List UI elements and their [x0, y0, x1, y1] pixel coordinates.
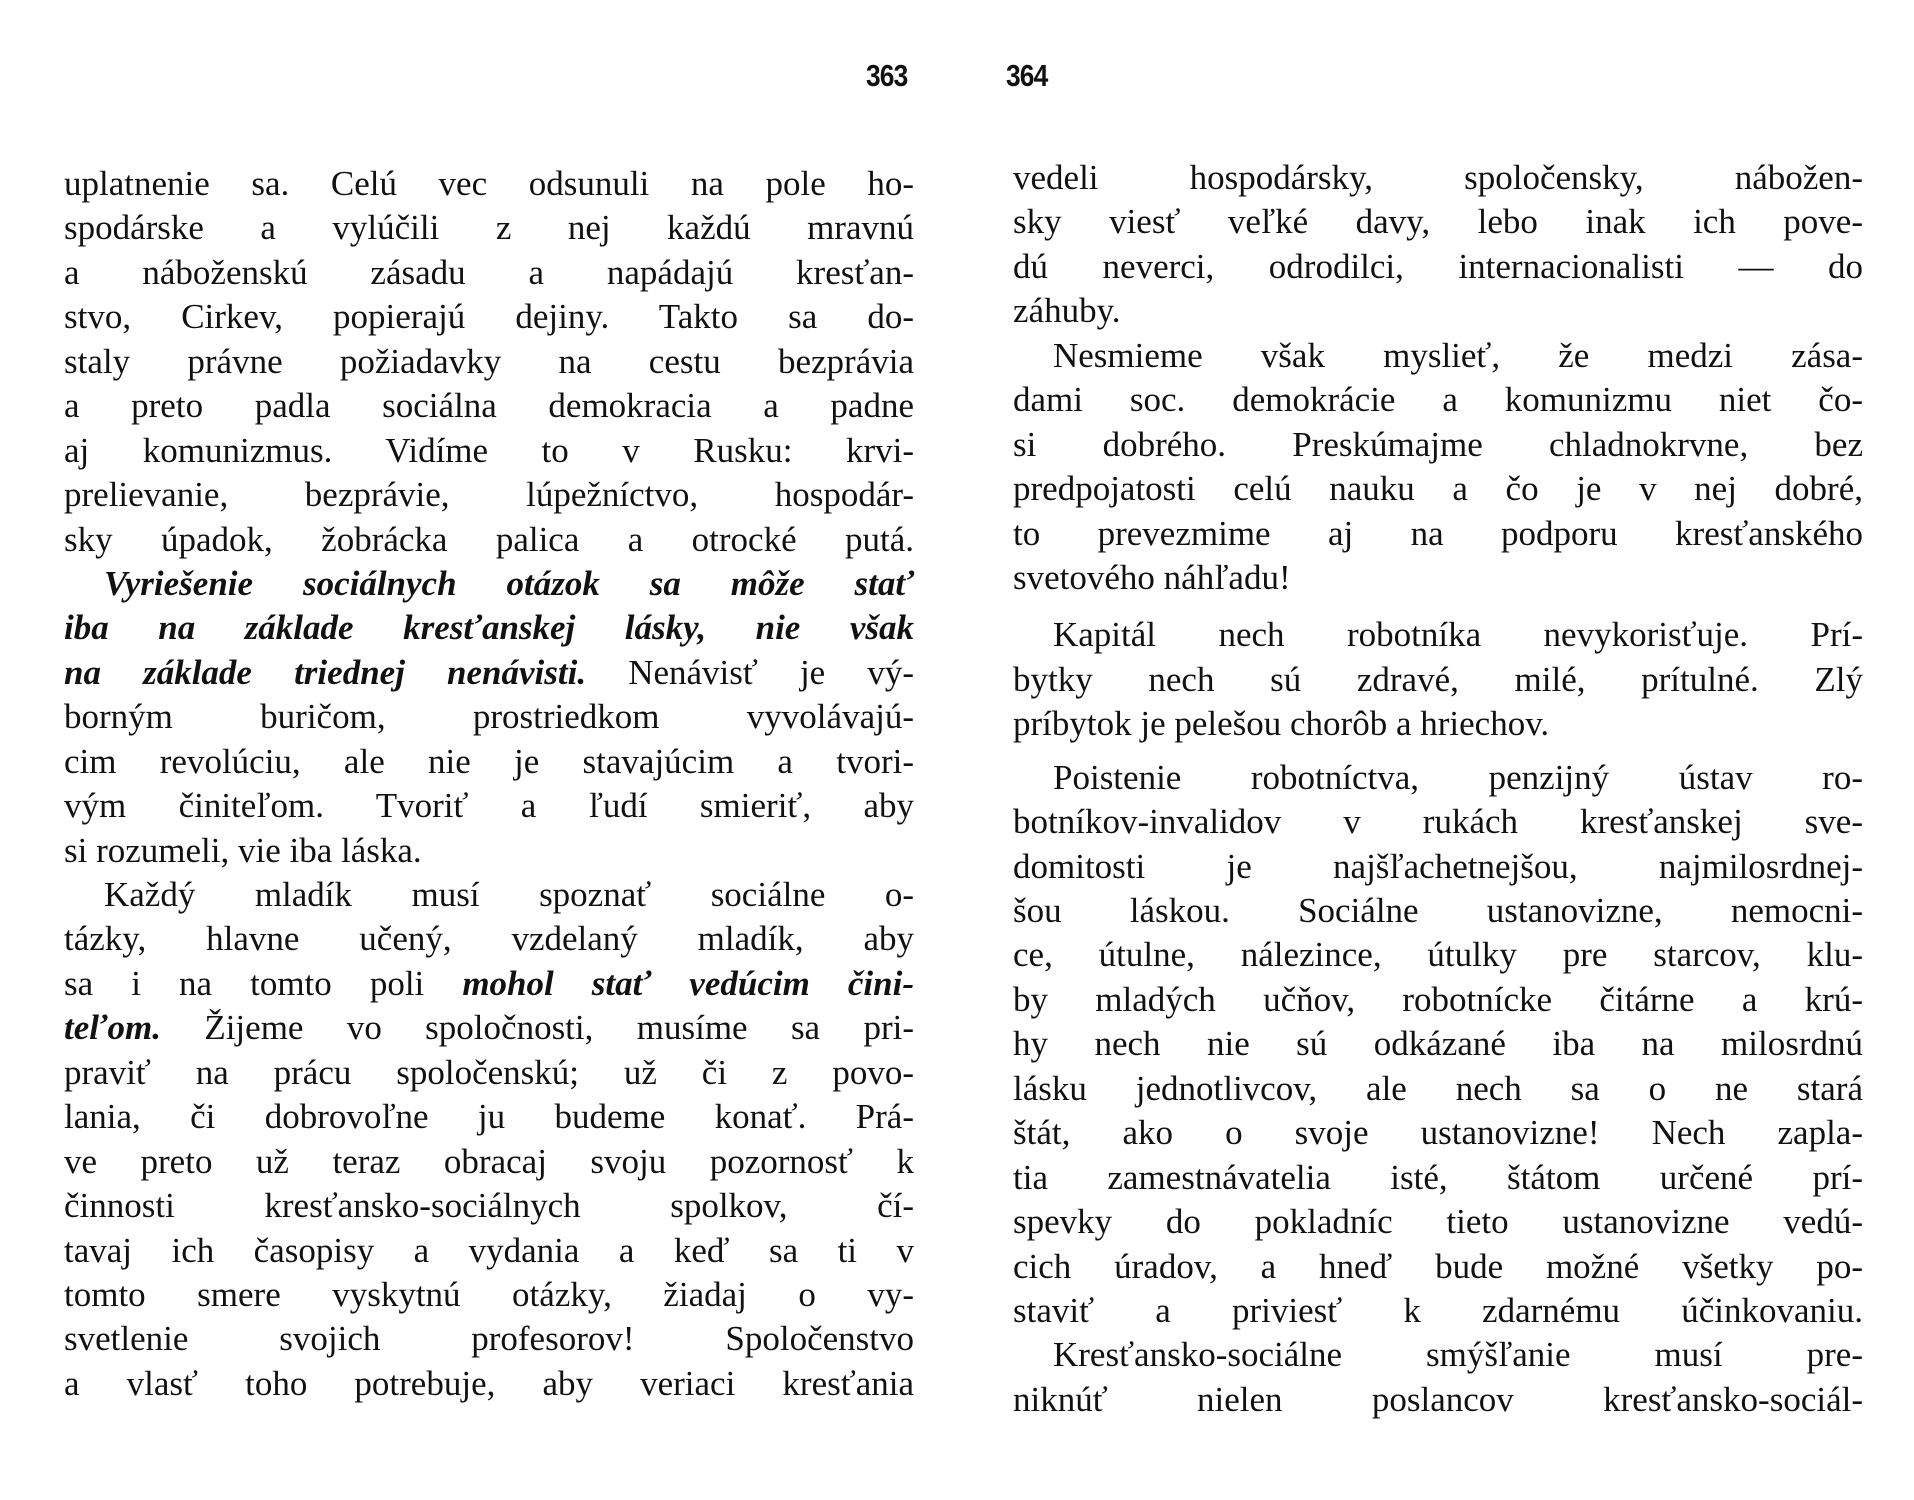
text-line: [64, 1273, 914, 1317]
text-segment: činnosti kresťansko-sociálnych spolkov, čí-: [64, 1186, 914, 1226]
text-line: [1013, 467, 1863, 511]
text-segment: Žijeme vo spoločnosti, musíme sa pri-: [160, 1008, 914, 1048]
text-line: [64, 518, 914, 562]
text-line: [1013, 1067, 1863, 1111]
text-segment: sa i na tomto poli: [64, 963, 463, 1003]
text-segment: uplatnenie sa. Celú vec odsunuli na pole ho-: [64, 164, 914, 203]
text-line: [1013, 245, 1863, 289]
text-line: [64, 873, 914, 917]
text-line: [1013, 845, 1863, 889]
text-line: [1013, 1289, 1863, 1333]
text-line: [1013, 702, 1863, 746]
text-segment: to prevezmime aj na podporu kresťanského: [1013, 513, 1863, 553]
text-segment: vedeli hospodársky, spoločensky, nábožen-: [1013, 158, 1863, 197]
text-line: [64, 1095, 914, 1139]
text-segment: Nesmieme však myslieť, že medzi zása-: [1053, 335, 1863, 375]
text-segment: tavaj ich časopisy a vydania a keď sa ti v: [64, 1230, 914, 1270]
text-line: [1013, 1111, 1863, 1155]
text-segment: Kapitál nech robotníka nevykorisťuje. Prí-: [1053, 615, 1863, 655]
text-line: [1013, 423, 1863, 467]
text-segment: cich úradov, a hneď bude možné všetky po-: [1013, 1246, 1863, 1286]
text-line: [1013, 756, 1863, 800]
text-segment: vým činiteľom. Tvoriť a ľudí smieriť, aby: [64, 786, 914, 826]
page-number-left: 363: [866, 58, 908, 93]
text-segment: lania, či dobrovoľne ju budeme konať. Prá-: [64, 1097, 914, 1137]
text-line: [64, 1362, 914, 1406]
text-segment: tomto smere vyskytnú otázky, žiadaj o vy-: [64, 1274, 914, 1314]
text-line: [1013, 378, 1863, 422]
text-segment: dú neverci, odrodilci, internacionalisti — do: [1013, 246, 1863, 286]
text-line: [1013, 1333, 1863, 1377]
text-line: [64, 962, 914, 1006]
text-line: [1013, 1200, 1863, 1244]
text-line: [1013, 156, 1863, 200]
text-segment: Nenávisť je vý-: [586, 652, 914, 692]
text-line: [64, 651, 914, 695]
text-line: [64, 206, 914, 250]
text-segment: spodárske a vylúčili z nej každú mravnú: [64, 208, 914, 248]
text-line: [64, 251, 914, 295]
text-segment: by mladých učňov, robotnícke čitárne a krú-: [1013, 979, 1863, 1019]
text-segment: tázky, hlavne učený, vzdelaný mladík, aby: [64, 919, 914, 959]
text-line: [64, 473, 914, 517]
text-segment: Kresťansko-sociálne smýšľanie musí pre-: [1053, 1335, 1863, 1375]
text-line: [64, 1140, 914, 1184]
text-segment: Každý mladík musí spoznať sociálne o-: [104, 875, 914, 914]
text-line: [1013, 289, 1863, 333]
italic-text-segment: mohol stať vedúcim čini-: [462, 963, 914, 1003]
text-segment: domitosti je najšľachetnejšou, najmilosrdnej-: [1013, 846, 1863, 886]
text-line: [1013, 1378, 1863, 1422]
text-line: [64, 562, 914, 606]
text-segment: a vlasť toho potrebuje, aby veriaci kresťania: [64, 1363, 914, 1403]
text-segment: aj komunizmus. Vidíme to v Rusku: krvi-: [64, 430, 914, 470]
text-segment: záhuby.: [1013, 291, 1121, 331]
text-segment: tia zamestnávatelia isté, štátom určené prí-: [1013, 1157, 1863, 1197]
text-segment: a preto padla sociálna demokracia a padne: [64, 386, 914, 426]
text-segment: bytky nech sú zdravé, milé, prítulné. Zlý: [1013, 659, 1863, 699]
text-segment: ce, útulne, nálezince, útulky pre starcov, klu-: [1013, 935, 1863, 975]
text-line: [64, 340, 914, 384]
italic-text-segment: iba na základe kresťanskej lásky, nie však: [64, 608, 914, 648]
text-line: [64, 1317, 914, 1361]
text-segment: svetového náhľadu!: [1013, 557, 1291, 597]
text-segment: cim revolúciu, ale nie je stavajúcim a tvori-: [64, 741, 914, 781]
italic-text-segment: teľom.: [64, 1008, 161, 1048]
text-line: [64, 917, 914, 961]
page-363-text-column: [64, 162, 914, 1406]
page-364-text-column: [1013, 156, 1863, 1422]
text-segment: šou láskou. Sociálne ustanovizne, nemocni-: [1013, 891, 1863, 930]
text-line: [64, 1006, 914, 1050]
text-line: [64, 1229, 914, 1273]
text-segment: si dobrého. Preskúmajme chladnokrvne, bez: [1013, 424, 1863, 464]
text-segment: predpojatosti celú nauku a čo je v nej dobré,: [1013, 469, 1863, 509]
text-line: [64, 162, 914, 206]
text-segment: štát, ako o svoje ustanovizne! Nech zapla-: [1013, 1113, 1863, 1153]
text-segment: praviť na prácu spoločenskú; už či z povo-: [64, 1052, 914, 1092]
text-line: [1013, 556, 1863, 600]
text-segment: staly právne požiadavky na cestu bezprávia: [64, 341, 914, 381]
text-line: [1013, 1245, 1863, 1289]
text-segment: botníkov-invalidov v rukách kresťanskej sve-: [1013, 802, 1863, 842]
text-line: [1013, 978, 1863, 1022]
text-line: [64, 295, 914, 339]
text-line: [64, 384, 914, 428]
italic-text-segment: Vyriešenie sociálnych otázok sa môže stať: [104, 563, 914, 603]
text-segment: Poistenie robotníctva, penzijný ústav ro-: [1053, 757, 1863, 797]
text-segment: si rozumeli, vie iba láska.: [64, 830, 422, 870]
text-line: [1013, 334, 1863, 378]
text-segment: stvo, Cirkev, popierajú dejiny. Takto sa do-: [64, 297, 914, 337]
text-line: [1013, 1156, 1863, 1200]
text-segment: prelievanie, bezprávie, lúpežníctvo, hospodár-: [64, 475, 914, 515]
text-segment: dami soc. demokrácie a komunizmu niet čo-: [1013, 380, 1863, 420]
text-line: [64, 1184, 914, 1228]
text-line: [1013, 1022, 1863, 1066]
text-segment: sky viesť veľké davy, lebo inak ich pove-: [1013, 202, 1863, 242]
text-segment: borným buričom, prostriedkom vyvolávajú-: [64, 697, 914, 737]
text-line: [64, 740, 914, 784]
text-segment: lásku jednotlivcov, ale nech sa o ne stará: [1013, 1068, 1863, 1108]
text-segment: staviť a priviesť k zdarnému účinkovaniu.: [1013, 1290, 1863, 1330]
text-line: [64, 829, 914, 873]
text-line: [64, 1051, 914, 1095]
text-line: [1013, 512, 1863, 556]
text-segment: sky úpadok, žobrácka palica a otrocké putá.: [64, 519, 914, 559]
text-line: [1013, 933, 1863, 977]
text-segment: hy nech nie sú odkázané iba na milosrdnú: [1013, 1024, 1863, 1064]
text-line: [64, 606, 914, 650]
text-segment: príbytok je pelešou chorôb a hriechov.: [1013, 704, 1550, 744]
text-line: [1013, 800, 1863, 844]
italic-text-segment: na základe triednej nenávisti.: [64, 652, 587, 692]
text-segment: niknúť nielen poslancov kresťansko-sociál-: [1013, 1379, 1863, 1419]
text-line: [1013, 889, 1863, 933]
text-segment: a náboženskú zásadu a napádajú kresťan-: [64, 252, 914, 292]
text-line: [64, 784, 914, 828]
text-line: [64, 429, 914, 473]
text-segment: ve preto už teraz obracaj svoju pozornosť k: [64, 1141, 914, 1181]
text-segment: spevky do pokladníc tieto ustanovizne vedú-: [1013, 1202, 1863, 1242]
text-line: [1013, 613, 1863, 657]
text-line: [1013, 658, 1863, 702]
text-segment: svetlenie svojich profesorov! Spoločenstvo: [64, 1319, 914, 1359]
text-line: [1013, 200, 1863, 244]
text-line: [64, 695, 914, 739]
page-number-right: 364: [1006, 58, 1048, 93]
